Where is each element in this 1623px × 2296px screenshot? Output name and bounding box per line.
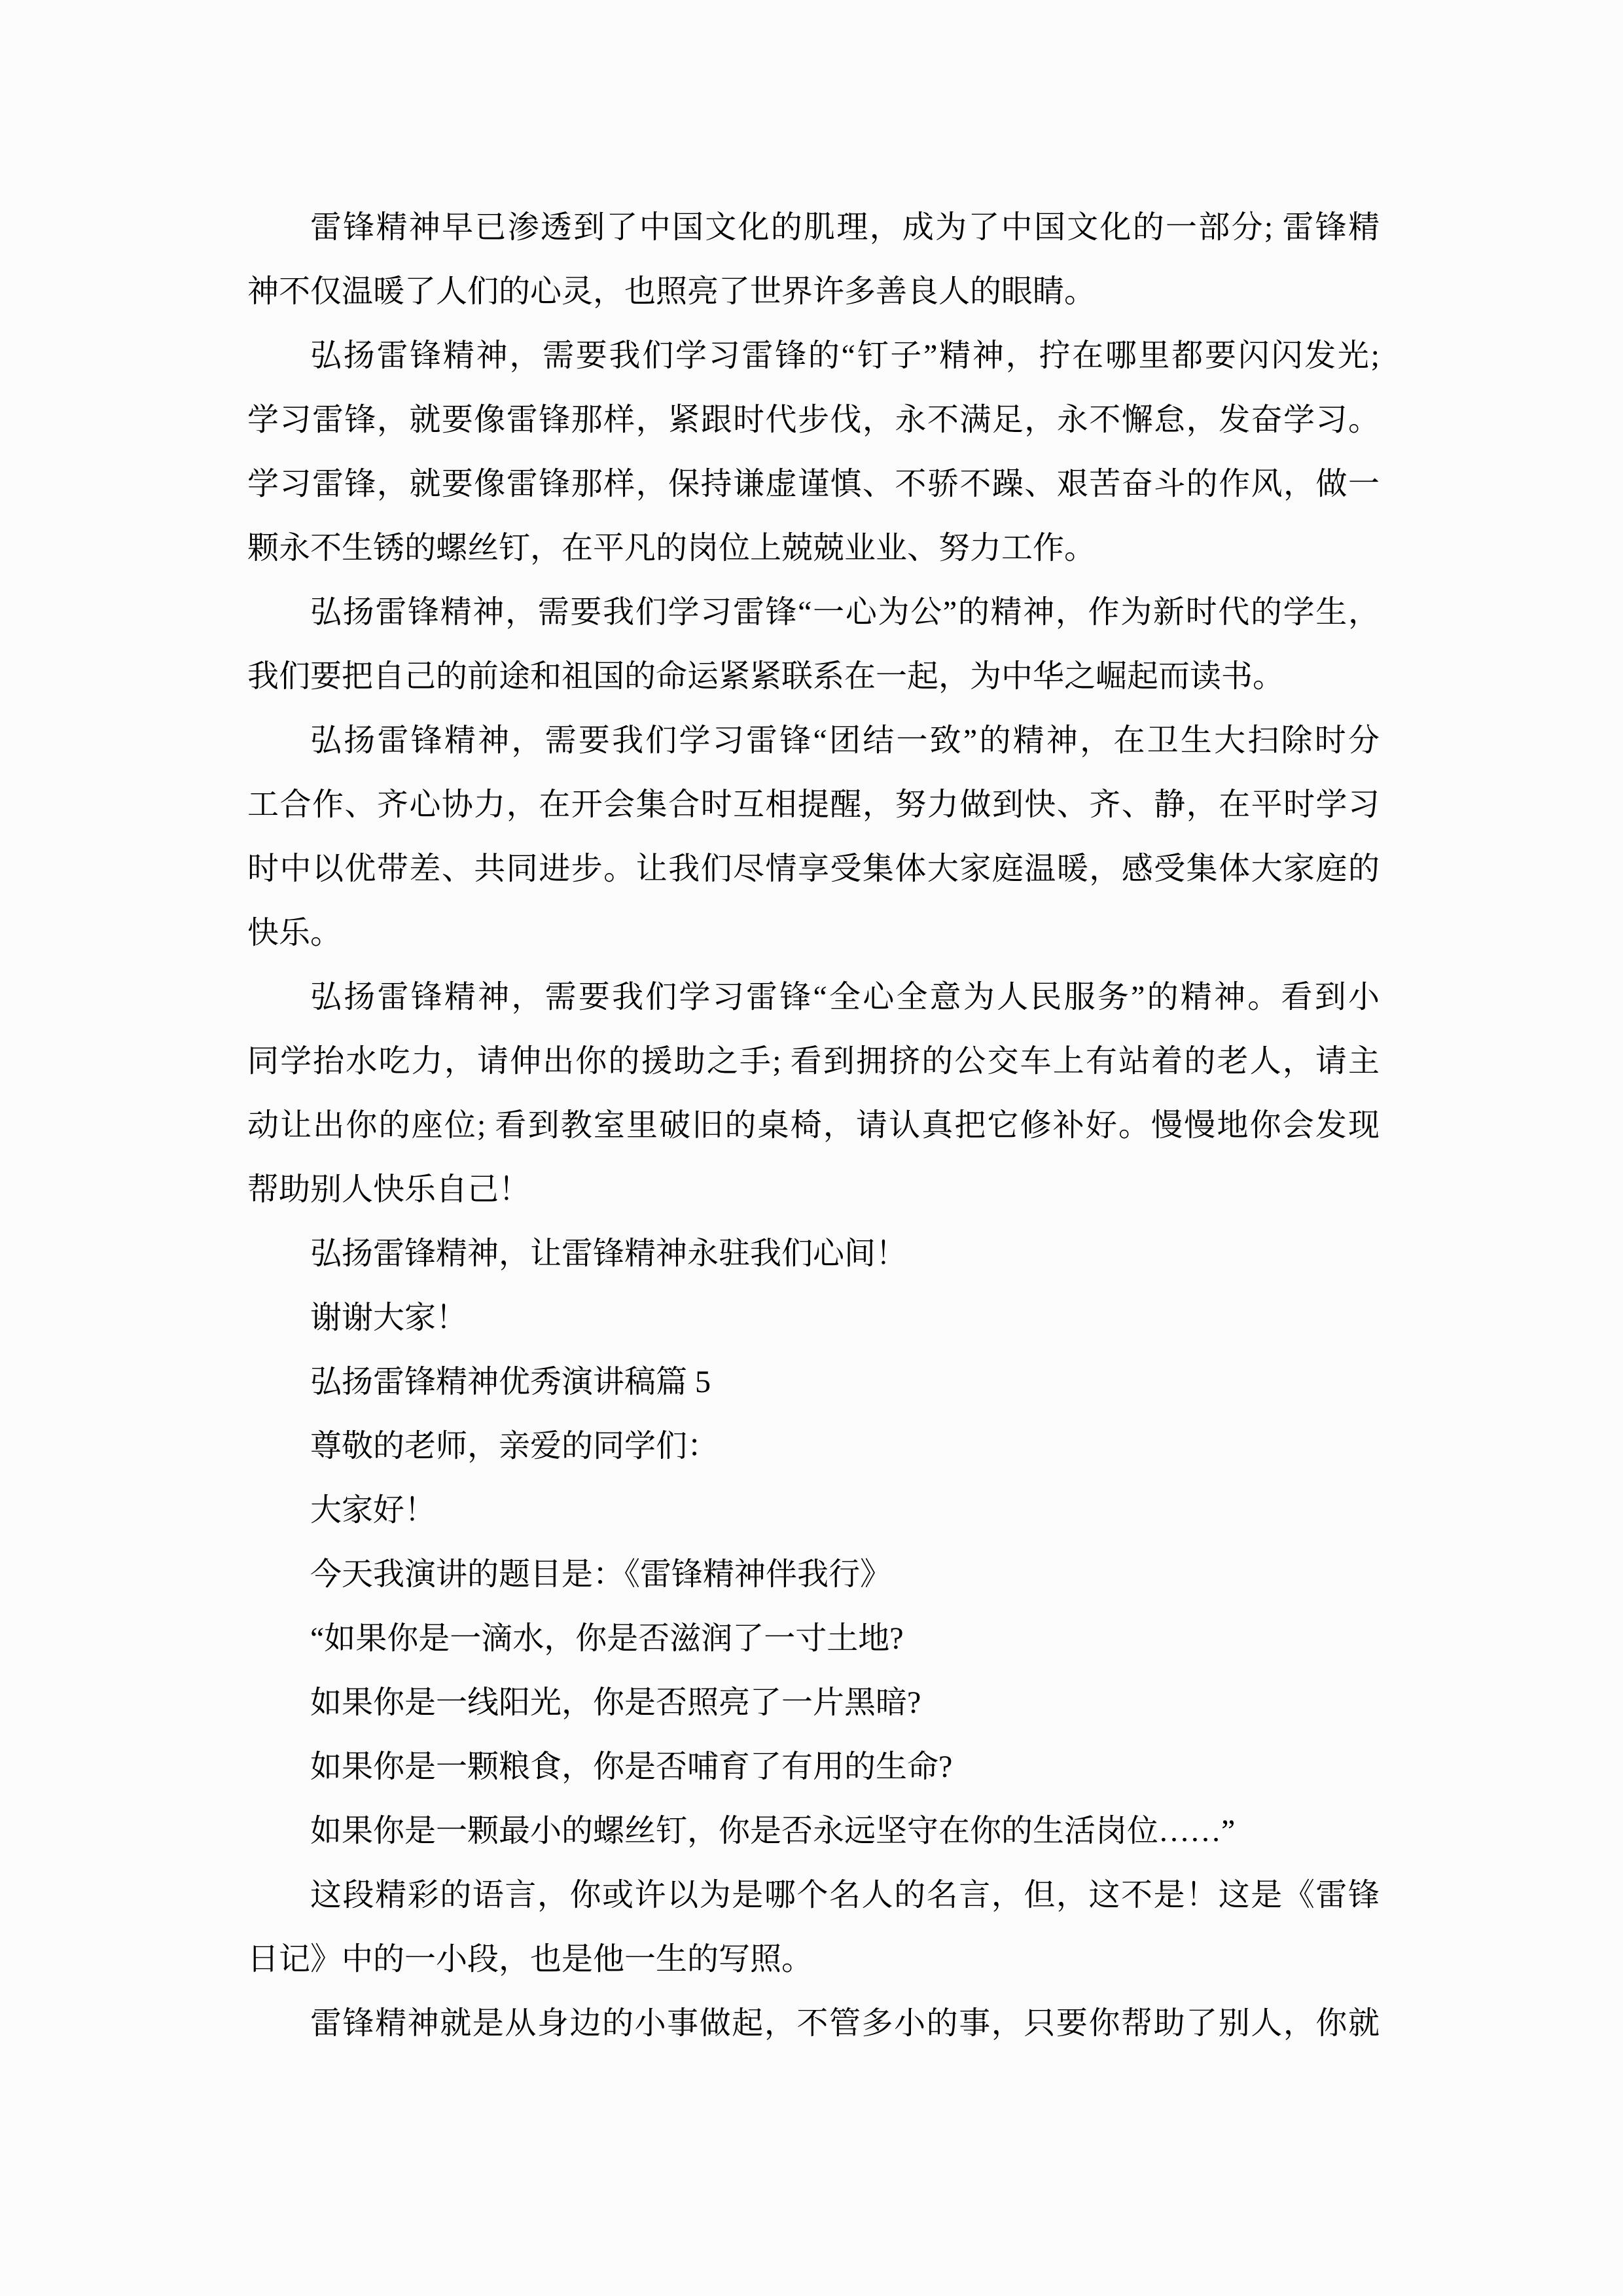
text-line: 弘扬雷锋精神优秀演讲稿篇 5 — [310, 1365, 711, 1399]
text-line: 弘扬雷锋精神，需要我们学习雷锋“团结一致”的精神，在卫生大扫除时分 — [310, 723, 1380, 758]
text-line: 同学抬水吃力，请伸出你的援助之手; 看到拥挤的公交车上有站着的老人，请主 — [247, 1044, 1380, 1079]
text-line: 如果你是一颗粮食，你是否哺育了有用的生命? — [310, 1749, 953, 1784]
text-line: 动让出你的座位; 看到教室里破旧的桌椅，请认真把它修补好。慢慢地你会发现 — [247, 1108, 1380, 1143]
text-line: 弘扬雷锋精神，让雷锋精神永驻我们心间！ — [310, 1236, 908, 1271]
text-line: 今天我演讲的题目是：《雷锋精神伴我行》 — [310, 1557, 892, 1592]
text-line: 这段精彩的语言，你或许以为是哪个名人的名言，但，这不是！这是《雷锋 — [310, 1878, 1380, 1912]
text-line: 学习雷锋，就要像雷锋那样，紧跟时代步伐，永不满足，永不懈怠，发奋学习。 — [247, 403, 1380, 437]
document-text — [247, 196, 1380, 2056]
text-line: 大家好！ — [310, 1493, 437, 1528]
text-line: 工合作、齐心协力，在开会集合时互相提醒，努力做到快、齐、静，在平时学习 — [247, 787, 1380, 822]
text-line: 如果你是一线阳光，你是否照亮了一片黑暗? — [310, 1685, 921, 1720]
text-line: 快乐。 — [247, 916, 342, 950]
text-line: 时中以优带差、共同进步。让我们尽情享受集体大家庭温暖，感受集体大家庭的 — [247, 852, 1380, 886]
text-line: 尊敬的老师，亲爱的同学们： — [310, 1429, 719, 1463]
text-line: 神不仅温暖了人们的心灵，也照亮了世界许多善良人的眼睛。 — [247, 274, 1096, 309]
text-line: 弘扬雷锋精神，需要我们学习雷锋“一心为公”的精神，作为新时代的学生， — [310, 595, 1380, 630]
text-line: 颗永不生锈的螺丝钉，在平凡的岗位上兢兢业业、努力工作。 — [247, 531, 1096, 565]
text-line: 帮助别人快乐自己！ — [247, 1172, 531, 1207]
text-line: 如果你是一颗最小的螺丝钉，你是否永远坚守在你的生活岗位……” — [310, 1814, 1236, 1848]
text-line: 我们要把自己的前途和祖国的命运紧紧联系在一起，为中华之崛起而读书。 — [247, 659, 1285, 694]
text-line: 日记》中的一小段，也是他一生的写照。 — [247, 1942, 813, 1977]
text-line: 学习雷锋，就要像雷锋那样，保持谦虚谨慎、不骄不躁、艰苦奋斗的作风，做一 — [247, 467, 1380, 501]
text-line: 弘扬雷锋精神，需要我们学习雷锋的“钉子”精神，拧在哪里都要闪闪发光; — [310, 338, 1380, 373]
text-line: 雷锋精神早已渗透到了中国文化的肌理，成为了中国文化的一部分; 雷锋精 — [310, 210, 1380, 245]
text-line: 弘扬雷锋精神，需要我们学习雷锋“全心全意为人民服务”的精神。看到小 — [310, 980, 1380, 1014]
text-line: 雷锋精神就是从身边的小事做起，不管多小的事，只要你帮助了别人，你就 — [310, 2006, 1380, 2041]
text-line: 谢谢大家！ — [310, 1300, 468, 1335]
text-line: “如果你是一滴水，你是否滋润了一寸土地? — [310, 1621, 904, 1656]
